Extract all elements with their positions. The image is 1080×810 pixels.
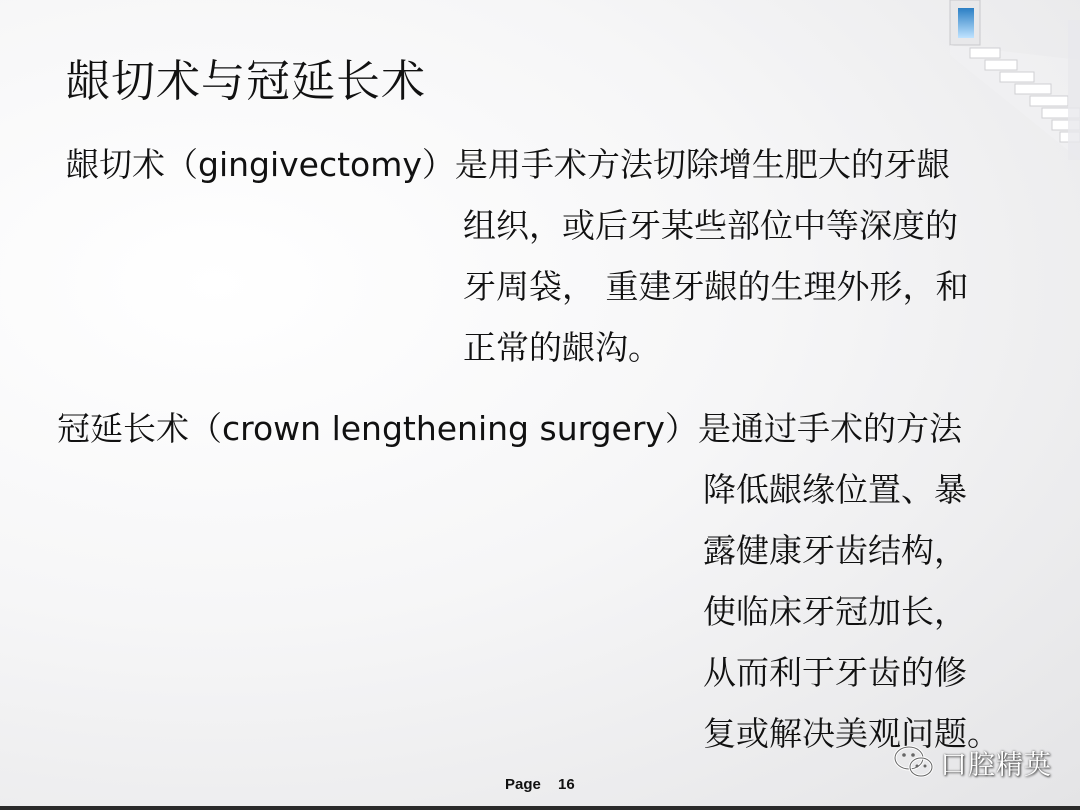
slide-bottom-border — [0, 806, 1080, 810]
gingivectomy-line-1: 龈切术（gingivectomy）是用手术方法切除增生肥大的牙龈 — [66, 145, 950, 184]
crown-lengthening-line-1: 冠延长术（crown lengthening surgery）是通过手术的方法 — [57, 409, 962, 448]
staircase-art — [930, 0, 1080, 160]
crown-lengthening-line-5: 从而利于牙齿的修 — [703, 653, 967, 692]
gingivectomy-line-4: 正常的龈沟。 — [463, 328, 661, 367]
gingivectomy-line-2: 组织，或后牙某些部位中等深度的 — [463, 206, 958, 245]
crown-lengthening-line-6: 复或解决美观问题。 — [703, 714, 1000, 753]
page-label: Page — [505, 776, 541, 793]
watermark — [892, 742, 1052, 782]
crown-lengthening-line-2: 降低龈缘位置、暴 — [703, 470, 967, 509]
wechat-icon — [892, 742, 936, 782]
watermark-text: 口腔精英 — [940, 749, 1052, 781]
crown-lengthening-line-4: 使临床牙冠加长， — [703, 592, 967, 631]
slide-title: 龈切术与冠延长术 — [66, 56, 426, 107]
gingivectomy-line-3: 牙周袋， 重建牙龈的生理外形，和 — [463, 267, 969, 306]
page-number: 16 — [558, 776, 575, 793]
crown-lengthening-line-3: 露健康牙齿结构， — [703, 531, 967, 570]
